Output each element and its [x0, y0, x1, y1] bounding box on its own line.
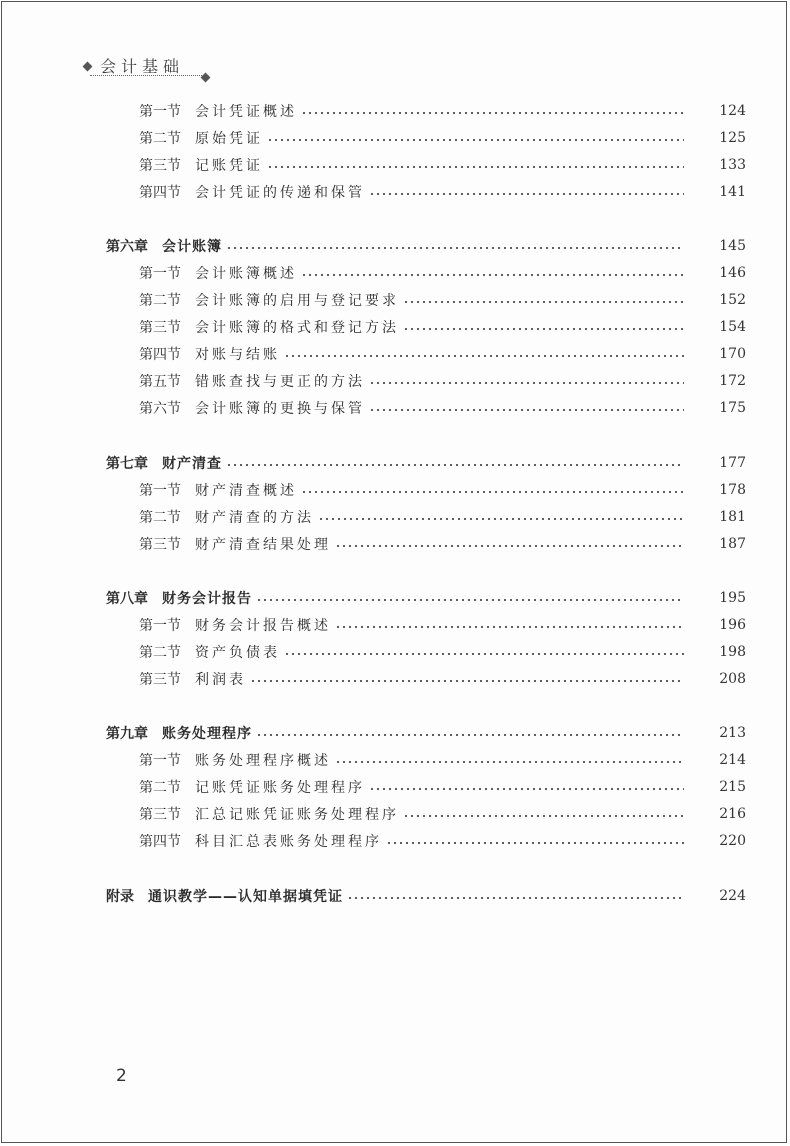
toc-section-row[interactable]	[2, 342, 790, 366]
toc-entry-title: 账务处理程序概述	[195, 753, 331, 769]
toc-page-number: 215	[719, 779, 746, 795]
toc-entry-label	[2, 750, 331, 770]
dot-leader	[226, 464, 684, 466]
toc-page-number: 177	[719, 455, 746, 471]
toc-entry-title: 记账凭证	[195, 158, 263, 174]
dot-leader	[250, 680, 684, 682]
toc-section-row[interactable]	[2, 261, 790, 285]
toc-page-number: 170	[719, 346, 746, 362]
toc-entry-number: 第一节	[139, 618, 181, 634]
toc-section-row[interactable]	[2, 315, 790, 339]
toc-entry-label	[2, 615, 331, 635]
toc-entry-title: 原始凭证	[195, 131, 263, 147]
toc-entry-label	[2, 236, 222, 256]
toc-entry-title: 会计凭证的传递和保管	[195, 185, 365, 201]
toc-entry-label	[2, 317, 399, 337]
toc-entry-label	[2, 128, 263, 148]
toc-page-number: 178	[719, 482, 746, 498]
toc-section-row[interactable]	[2, 748, 790, 772]
dot-leader	[301, 274, 684, 276]
toc-entry-title: 账务处理程序	[162, 726, 252, 742]
toc-entry-label	[2, 507, 314, 527]
toc-entry-label	[2, 588, 252, 608]
toc-section-row[interactable]	[2, 667, 790, 691]
dot-leader	[335, 761, 684, 763]
dot-leader	[347, 897, 684, 899]
toc-entry-title: 财产清查概述	[195, 483, 297, 499]
toc-entry-number: 第九章	[106, 726, 148, 742]
book-page	[1, 1, 787, 1143]
toc-section-row[interactable]	[2, 505, 790, 529]
toc-chapter-row[interactable]	[2, 884, 790, 908]
toc-entry-number: 第二节	[139, 780, 181, 796]
toc-chapter-row[interactable]	[2, 234, 790, 258]
toc-page-number: 216	[719, 806, 746, 822]
toc-page-number: 133	[719, 157, 746, 173]
toc-entry-number: 第一节	[139, 104, 181, 120]
toc-entry-number: 第一节	[139, 266, 181, 282]
toc-entry-title: 会计账簿的启用与登记要求	[195, 293, 399, 309]
toc-page-number: 154	[719, 319, 746, 335]
dot-leader	[301, 112, 684, 114]
toc-entry-label	[2, 182, 365, 202]
toc-entry-number: 第六节	[139, 401, 181, 417]
toc-entry-number: 第三节	[139, 807, 181, 823]
toc-section-row[interactable]	[2, 126, 790, 150]
dot-leader	[256, 734, 684, 736]
toc-page-number: 125	[719, 130, 746, 146]
toc-entry-number: 第四节	[139, 347, 181, 363]
toc-entry-title: 财务会计报告概述	[195, 618, 331, 634]
book-title: 会计基础	[100, 57, 185, 76]
dot-leader	[386, 842, 684, 844]
dot-leader	[226, 247, 684, 249]
toc-page-number: 181	[719, 509, 746, 525]
toc-entry-label	[2, 534, 331, 554]
diamond-ornament-icon	[83, 62, 93, 72]
toc-page-number: 198	[719, 644, 746, 660]
dot-leader	[256, 599, 684, 601]
toc-chapter-row[interactable]	[2, 721, 790, 745]
toc-entry-number: 第一节	[139, 483, 181, 499]
toc-page-number: 187	[719, 536, 746, 552]
dot-leader	[369, 409, 684, 411]
page-number: 2	[116, 1066, 127, 1086]
dot-leader	[369, 788, 684, 790]
toc-section-row[interactable]	[2, 369, 790, 393]
toc-entry-number: 第五节	[139, 374, 181, 390]
toc-entry-number: 第三节	[139, 672, 181, 688]
toc-entry-title: 资产负债表	[195, 645, 280, 661]
toc-page-number: 145	[719, 238, 746, 254]
toc-entry-label	[2, 642, 280, 662]
toc-entry-number: 第三节	[139, 320, 181, 336]
toc-page-number: 124	[719, 103, 746, 119]
dot-leader	[301, 491, 684, 493]
toc-page-number: 213	[719, 725, 746, 741]
dot-leader	[335, 545, 684, 547]
toc-entry-number: 第二节	[139, 293, 181, 309]
toc-entry-title: 会计账簿的格式和登记方法	[195, 320, 399, 336]
toc-entry-title: 通识教学——认知单据填凭证	[148, 889, 343, 905]
toc-section-row[interactable]	[2, 613, 790, 637]
toc-page-number: 195	[719, 590, 746, 606]
toc-page-number: 172	[719, 373, 746, 389]
dot-leader	[369, 382, 684, 384]
toc-entry-number: 第一节	[139, 753, 181, 769]
toc-entry-title: 记账凭证账务处理程序	[195, 780, 365, 796]
dot-leader	[335, 626, 684, 628]
toc-entry-label	[2, 101, 297, 121]
toc-entry-label	[2, 290, 399, 310]
dot-leader	[403, 815, 684, 817]
toc-entry-number: 第四节	[139, 834, 181, 850]
toc-entry-number: 第二节	[139, 510, 181, 526]
toc-chapter-row[interactable]	[2, 586, 790, 610]
toc-entry-title: 会计账簿	[162, 239, 222, 255]
toc-entry-label	[2, 886, 343, 906]
dot-leader	[403, 301, 684, 303]
toc-page-number: 224	[719, 888, 746, 904]
toc-page-number: 220	[719, 833, 746, 849]
toc-page-number: 141	[719, 184, 746, 200]
toc-entry-title: 汇总记账凭证账务处理程序	[195, 807, 399, 823]
dot-leader	[284, 355, 684, 357]
toc-section-row[interactable]	[2, 180, 790, 204]
toc-entry-label	[2, 669, 246, 689]
diamond-ornament-icon	[201, 73, 211, 83]
dot-leader	[318, 518, 684, 520]
toc-entry-title: 利润表	[195, 672, 246, 688]
toc-entry-title: 财务会计报告	[162, 591, 252, 607]
header-rule	[90, 75, 202, 77]
toc-entry-title: 对账与结账	[195, 347, 280, 363]
toc-section-row[interactable]	[2, 802, 790, 826]
toc-entry-label	[2, 453, 222, 473]
toc-entry-label	[2, 155, 263, 175]
dot-leader	[267, 139, 684, 141]
toc-entry-number: 第三节	[139, 158, 181, 174]
toc-entry-label	[2, 398, 365, 418]
toc-page-number: 196	[719, 617, 746, 633]
toc-entry-number: 第二节	[139, 131, 181, 147]
toc-section-row[interactable]	[2, 153, 790, 177]
toc-entry-number: 第八章	[106, 591, 148, 607]
toc-entry-label	[2, 831, 382, 851]
toc-section-row[interactable]	[2, 775, 790, 799]
running-header	[78, 54, 218, 84]
toc-entry-title: 错账查找与更正的方法	[195, 374, 365, 390]
toc-entry-title: 会计凭证概述	[195, 104, 297, 120]
toc-section-row[interactable]	[2, 829, 790, 853]
toc-entry-label	[2, 723, 252, 743]
toc-page-number: 152	[719, 292, 746, 308]
toc-entry-label	[2, 344, 280, 364]
toc-page-number: 208	[719, 671, 746, 687]
toc-page-number: 214	[719, 752, 746, 768]
toc-chapter-row[interactable]	[2, 451, 790, 475]
toc-entry-title: 会计账簿的更换与保管	[195, 401, 365, 417]
toc-entry-number: 第四节	[139, 185, 181, 201]
toc-entry-title: 财产清查结果处理	[195, 537, 331, 553]
toc-entry-number: 第二节	[139, 645, 181, 661]
toc-entry-number: 附录	[106, 889, 134, 905]
toc-section-row[interactable]	[2, 288, 790, 312]
toc-section-row[interactable]	[2, 640, 790, 664]
dot-leader	[284, 653, 684, 655]
toc-page-number: 175	[719, 400, 746, 416]
toc-section-row[interactable]	[2, 532, 790, 556]
toc-entry-title: 科目汇总表账务处理程序	[195, 834, 382, 850]
dot-leader	[403, 328, 684, 330]
toc-entry-number: 第六章	[106, 239, 148, 255]
toc-page-number: 146	[719, 265, 746, 281]
toc-entry-label	[2, 263, 297, 283]
toc-entry-label	[2, 371, 365, 391]
toc-entry-number: 第三节	[139, 537, 181, 553]
toc-entry-number: 第七章	[106, 456, 148, 472]
toc-section-row[interactable]	[2, 99, 790, 123]
toc-entry-title: 财产清查的方法	[195, 510, 314, 526]
toc-section-row[interactable]	[2, 478, 790, 502]
toc-section-row[interactable]	[2, 396, 790, 420]
toc-entry-label	[2, 480, 297, 500]
dot-leader	[369, 193, 684, 195]
toc-entry-label	[2, 777, 365, 797]
dot-leader	[267, 166, 684, 168]
toc-entry-title: 会计账簿概述	[195, 266, 297, 282]
toc-entry-label	[2, 804, 399, 824]
toc-entry-title: 财产清查	[162, 456, 222, 472]
